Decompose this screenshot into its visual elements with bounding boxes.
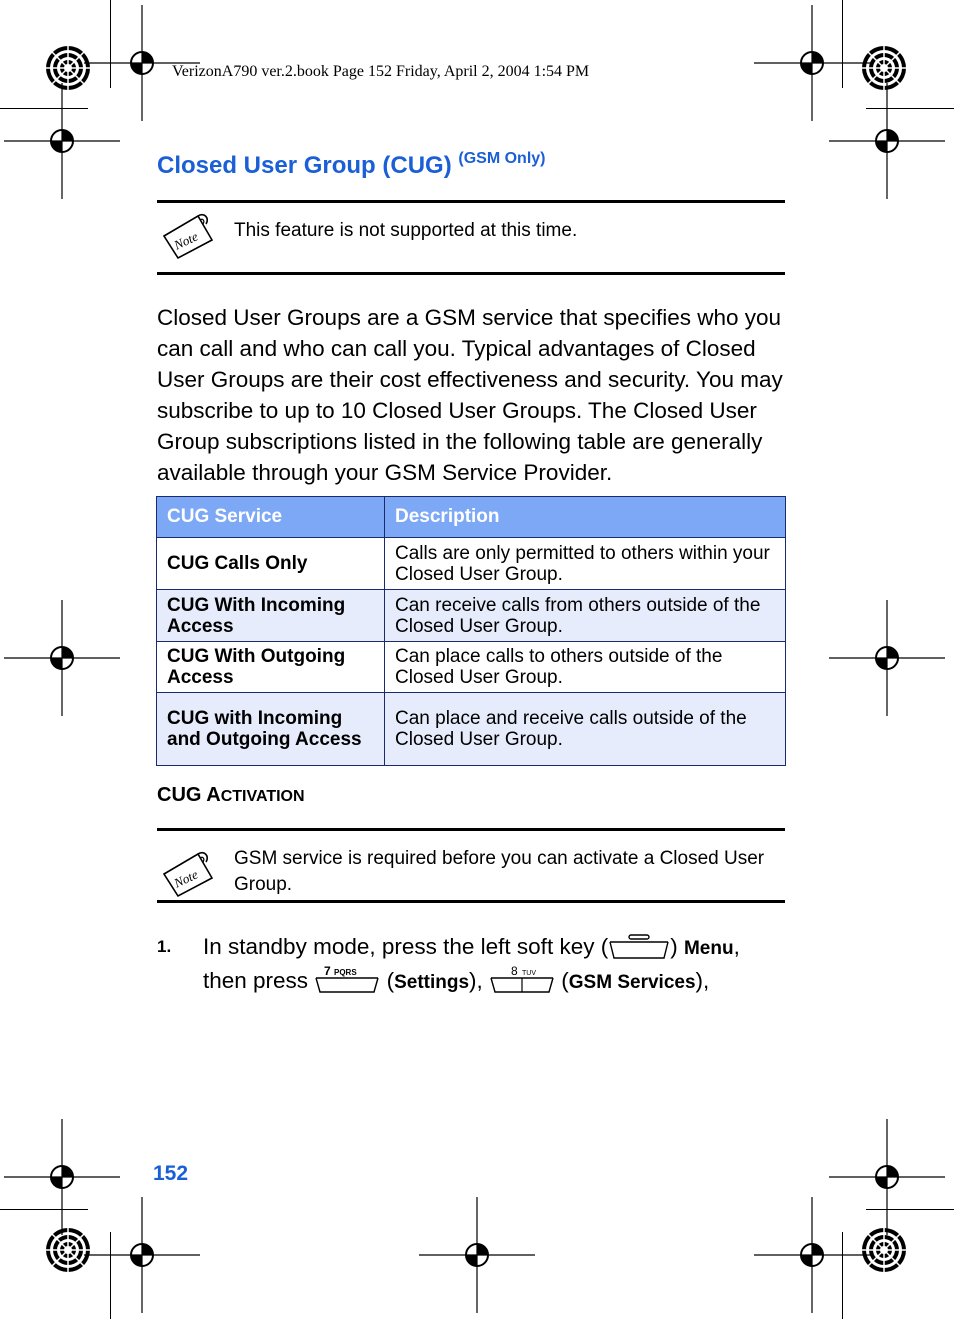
page-number: 152 <box>153 1162 189 1185</box>
service-cell: CUG With Outgoing Access <box>157 642 385 693</box>
key-7-icon <box>314 964 380 994</box>
step-number: 1. <box>157 937 172 956</box>
note-top-rule <box>157 828 785 831</box>
step-line-1: In standby mode, press the left soft key ( ) Menu, <box>203 934 740 959</box>
note-text: This feature is not supported at this time. <box>234 220 578 241</box>
note-icon <box>158 846 216 898</box>
running-header: VerizonA790 ver.2.book Page 152 Friday, April 2, 2004 1:54 PM <box>172 63 590 80</box>
table-row <box>157 693 786 766</box>
description-cell: Calls are only permitted to others within your Closed User Group. <box>385 538 786 590</box>
key-8-icon <box>489 964 555 994</box>
intro-paragraph: Closed User Groups are a GSM service that specifies who you can call and who can call you. Typical advantages of Closed User Groups are their cost effectiveness and security. You may subscribe to up to 10 Closed User Groups. The Closed User Group subscriptions listed in the following table are generally available through your GSM Service Provider. <box>157 305 783 485</box>
left-soft-key-icon <box>608 934 670 960</box>
section-title: Closed User Group (CUG) $^{(GSM Only)}$ <box>157 150 546 179</box>
description-cell: Can place and receive calls outside of the Closed User Group. <box>385 693 786 766</box>
key-7-sub: PQRS <box>334 968 357 977</box>
note-bottom-rule <box>157 900 785 903</box>
key-7-label: 7 <box>324 964 332 978</box>
table-header-service: CUG Service <box>157 497 385 538</box>
cug-service-table <box>156 496 786 766</box>
service-cell: CUG Calls Only <box>157 538 385 590</box>
table-header-description: Description <box>385 497 786 538</box>
service-cell: CUG with Incoming and Outgoing Access <box>157 693 385 766</box>
description-cell: Can receive calls from others outside of the Closed User Group. <box>385 590 786 642</box>
step-text <box>203 931 803 998</box>
step-line-2: then press 7 PQRS (Settings), 8 TUV (GSM Services), <box>203 964 710 993</box>
key-8-sub: TUV <box>522 970 537 977</box>
description-cell: Can place calls to others outside of the Closed User Group. <box>385 642 786 693</box>
svg-text:Note: Note <box>171 866 201 891</box>
table-row <box>157 642 786 693</box>
note-text: GSM service is required before you can activate a Closed User Group. <box>234 848 765 895</box>
service-cell: CUG With Incoming Access <box>157 590 385 642</box>
table-row <box>157 590 786 642</box>
svg-text:Note: Note <box>171 228 201 253</box>
note-bottom-rule <box>157 272 785 275</box>
activation-heading: CUG ACTIVATION <box>157 784 305 806</box>
table-row <box>157 538 786 590</box>
note-icon <box>158 208 216 260</box>
key-8-label: 8 <box>511 964 518 978</box>
note-top-rule <box>157 200 785 203</box>
title-suffix: (GSM Only) <box>458 150 546 167</box>
